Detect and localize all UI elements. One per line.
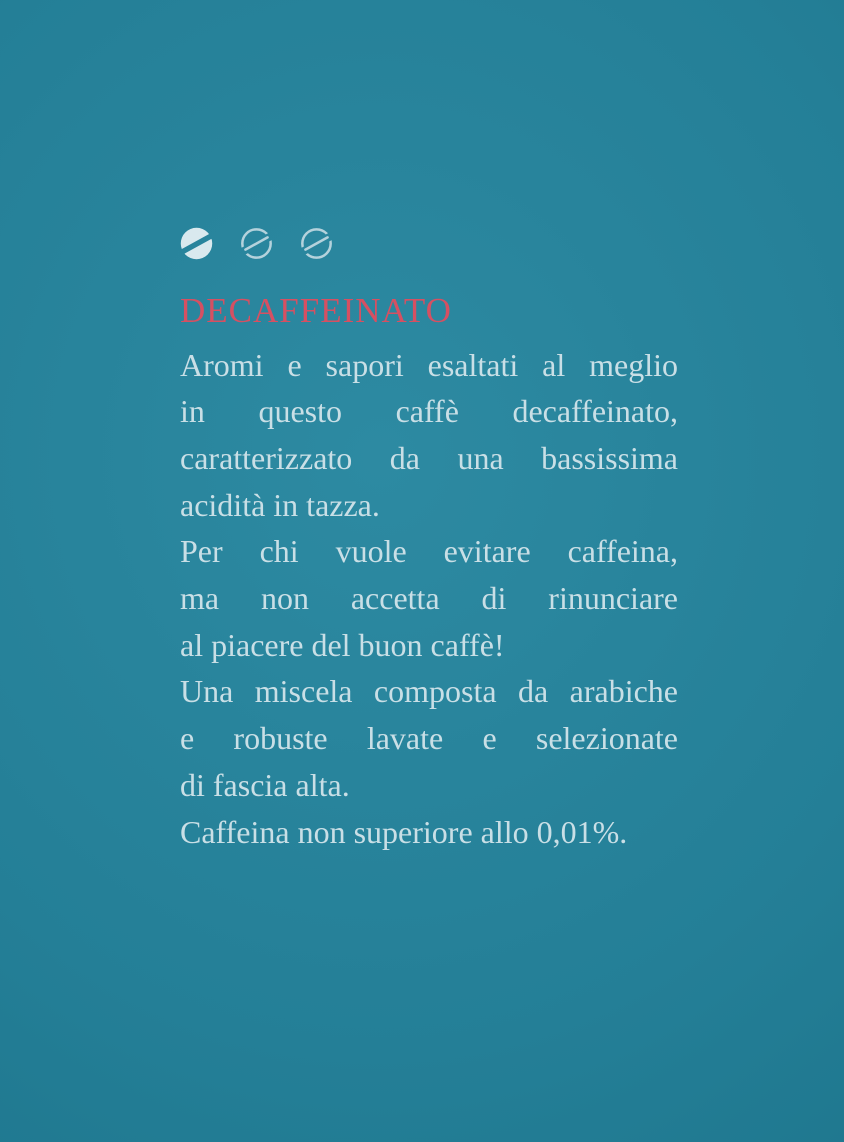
paragraph	[180, 809, 678, 856]
text-line: ma non accetta di rinunciare	[180, 580, 678, 617]
text-line: e robuste lavate e selezionate	[180, 720, 678, 757]
coffee-bean-filled-icon	[180, 227, 213, 260]
text-line: Una miscela composta da arabiche	[180, 673, 678, 710]
text-line: di fascia alta.	[180, 766, 350, 803]
text-line: acidità in tazza.	[180, 486, 380, 523]
paragraph	[180, 528, 678, 668]
text-line: Per chi vuole evitare caffeina,	[180, 533, 678, 570]
text-line: caratterizzato da una bassissima	[180, 439, 678, 476]
text-line: Caffeina non superiore allo 0,01%.	[180, 813, 628, 850]
content-column	[180, 227, 678, 855]
coffee-bean-outline-icon	[300, 227, 333, 260]
text-line: in questo caffè decaffeinato,	[180, 393, 678, 430]
paragraph	[180, 342, 678, 529]
text-line: al piacere del buon caffè!	[180, 626, 505, 663]
coffee-bean-outline-icon	[240, 227, 273, 260]
paragraph	[180, 668, 678, 808]
body-text	[180, 342, 678, 856]
section-title: DECAFFEINATO	[180, 291, 452, 330]
text-line: Aromi e sapori esaltati al meglio	[180, 346, 678, 383]
bean-icons-row	[180, 227, 678, 260]
